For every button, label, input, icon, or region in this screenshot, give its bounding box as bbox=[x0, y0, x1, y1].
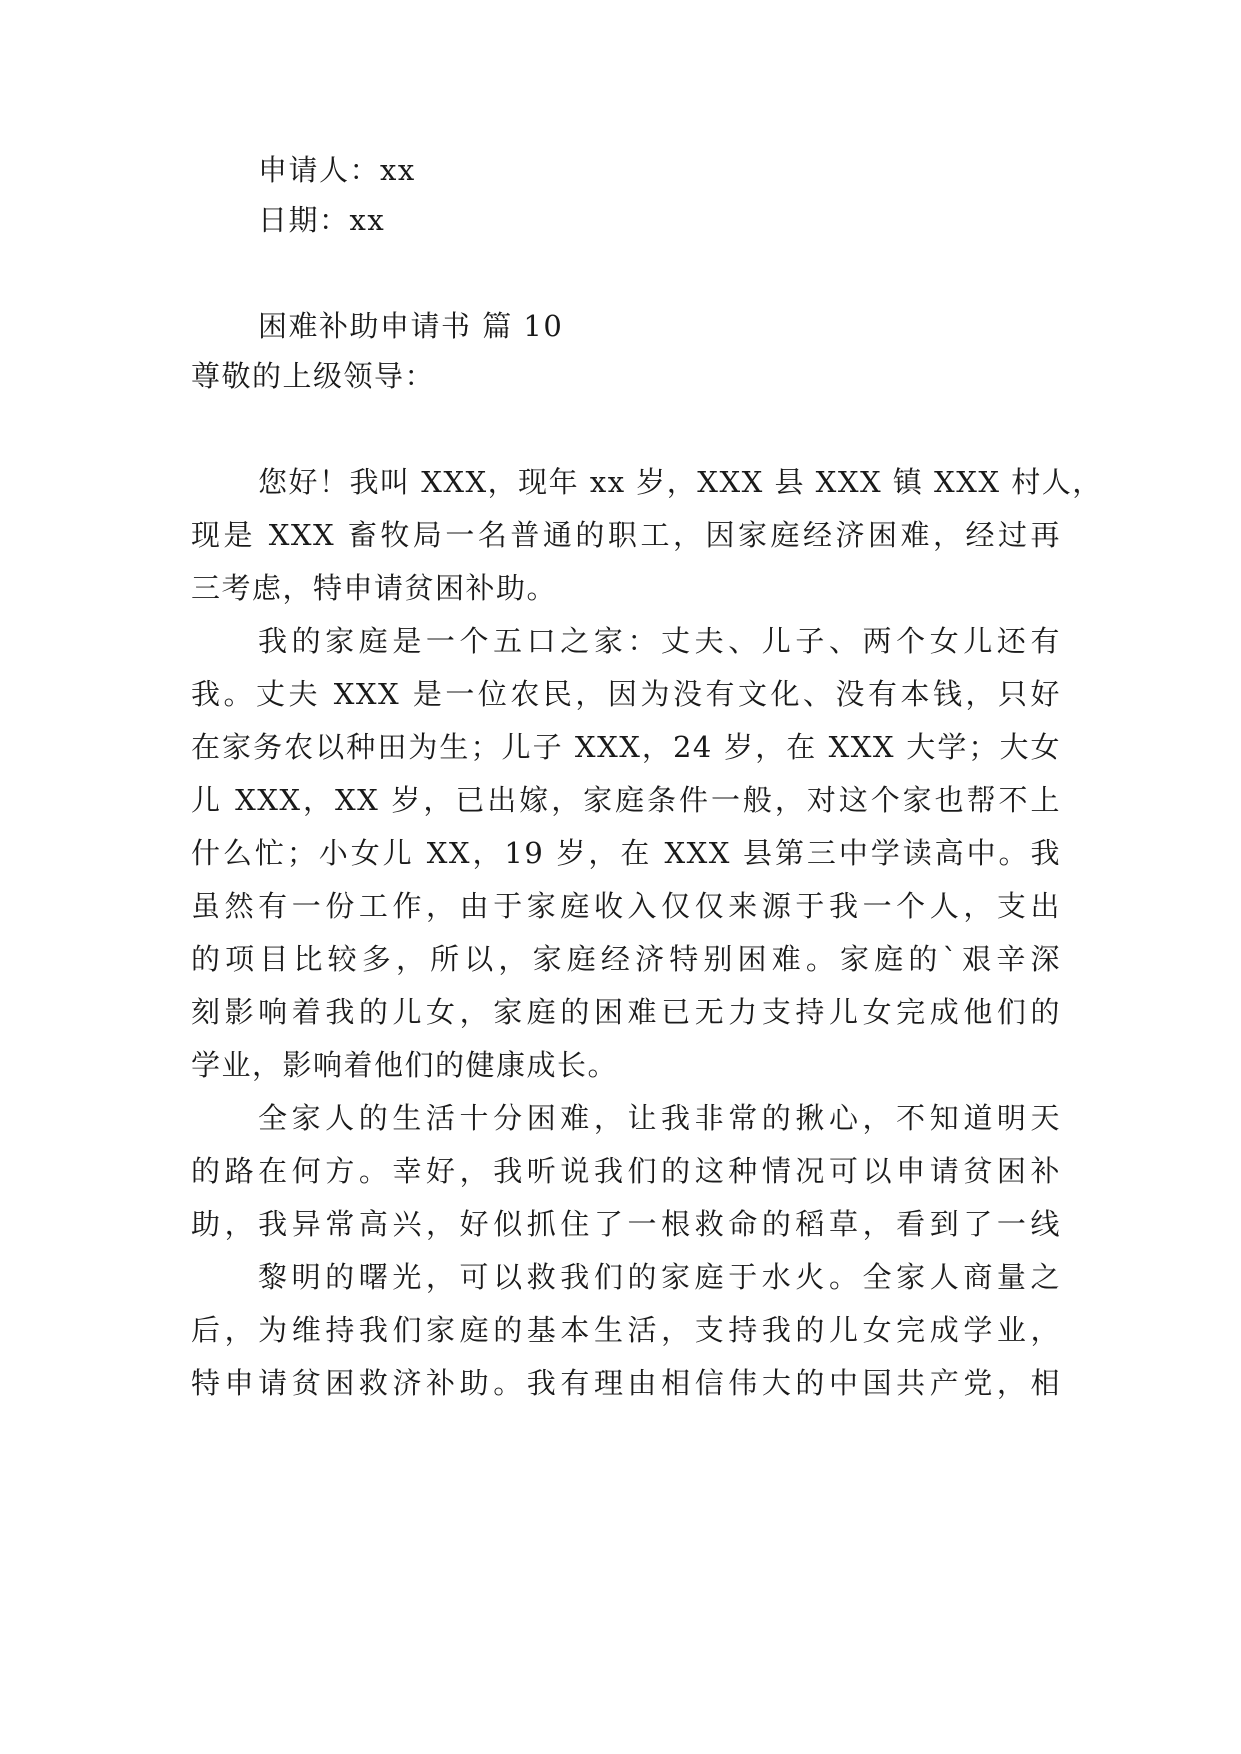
body-line: 儿 XXX，XX 岁，已出嫁，家庭条件一般，对这个家也帮不上 bbox=[191, 783, 1061, 817]
body-line: 特申请贫困救济补助。我有理由相信伟大的中国共产党，相 bbox=[191, 1366, 1061, 1400]
body-line: 您好！我叫 XXX，现年 xx 岁，XXX 县 XXX 镇 XXX 村人， bbox=[258, 465, 1103, 499]
body-line: 的路在何方。幸好，我听说我们的这种情况可以申请贫困补 bbox=[191, 1154, 1061, 1188]
applicant-line: 申请人：xx bbox=[258, 153, 416, 187]
body-line: 黎明的曙光，可以救我们的家庭于水火。全家人商量之 bbox=[258, 1260, 1061, 1294]
body-line: 我的家庭是一个五口之家：丈夫、儿子、两个女儿还有 bbox=[258, 624, 1061, 658]
section-title: 困难补助申请书 篇 10 bbox=[258, 309, 564, 343]
body-line: 的项目比较多，所以，家庭经济特别困难。家庭的`艰辛深 bbox=[191, 942, 1061, 976]
body-line: 全家人的生活十分困难，让我非常的揪心，不知道明天 bbox=[258, 1101, 1061, 1135]
body-line: 后，为维持我们家庭的基本生活，支持我的儿女完成学业， bbox=[191, 1313, 1061, 1347]
body-line: 现是 XXX 畜牧局一名普通的职工，因家庭经济困难，经过再 bbox=[191, 518, 1061, 552]
body-line: 三考虑，特申请贫困补助。 bbox=[191, 571, 558, 605]
salutation: 尊敬的上级领导： bbox=[191, 359, 436, 393]
body-line: 刻影响着我的儿女，家庭的困难已无力支持儿女完成他们的 bbox=[191, 995, 1061, 1029]
body-line: 我。丈夫 XXX 是一位农民，因为没有文化、没有本钱，只好 bbox=[191, 677, 1061, 711]
body-line: 什么忙；小女儿 XX，19 岁，在 XXX 县第三中学读高中。我 bbox=[191, 836, 1061, 870]
body-line: 助，我异常高兴，好似抓住了一根救命的稻草，看到了一线 bbox=[191, 1207, 1061, 1241]
body-line: 虽然有一份工作，由于家庭收入仅仅来源于我一个人，支出 bbox=[191, 889, 1061, 923]
body-line: 在家务农以种田为生；儿子 XXX，24 岁，在 XXX 大学；大女 bbox=[191, 730, 1061, 764]
body-line: 学业，影响着他们的健康成长。 bbox=[191, 1048, 619, 1082]
date-line: 日期：xx bbox=[258, 203, 386, 237]
